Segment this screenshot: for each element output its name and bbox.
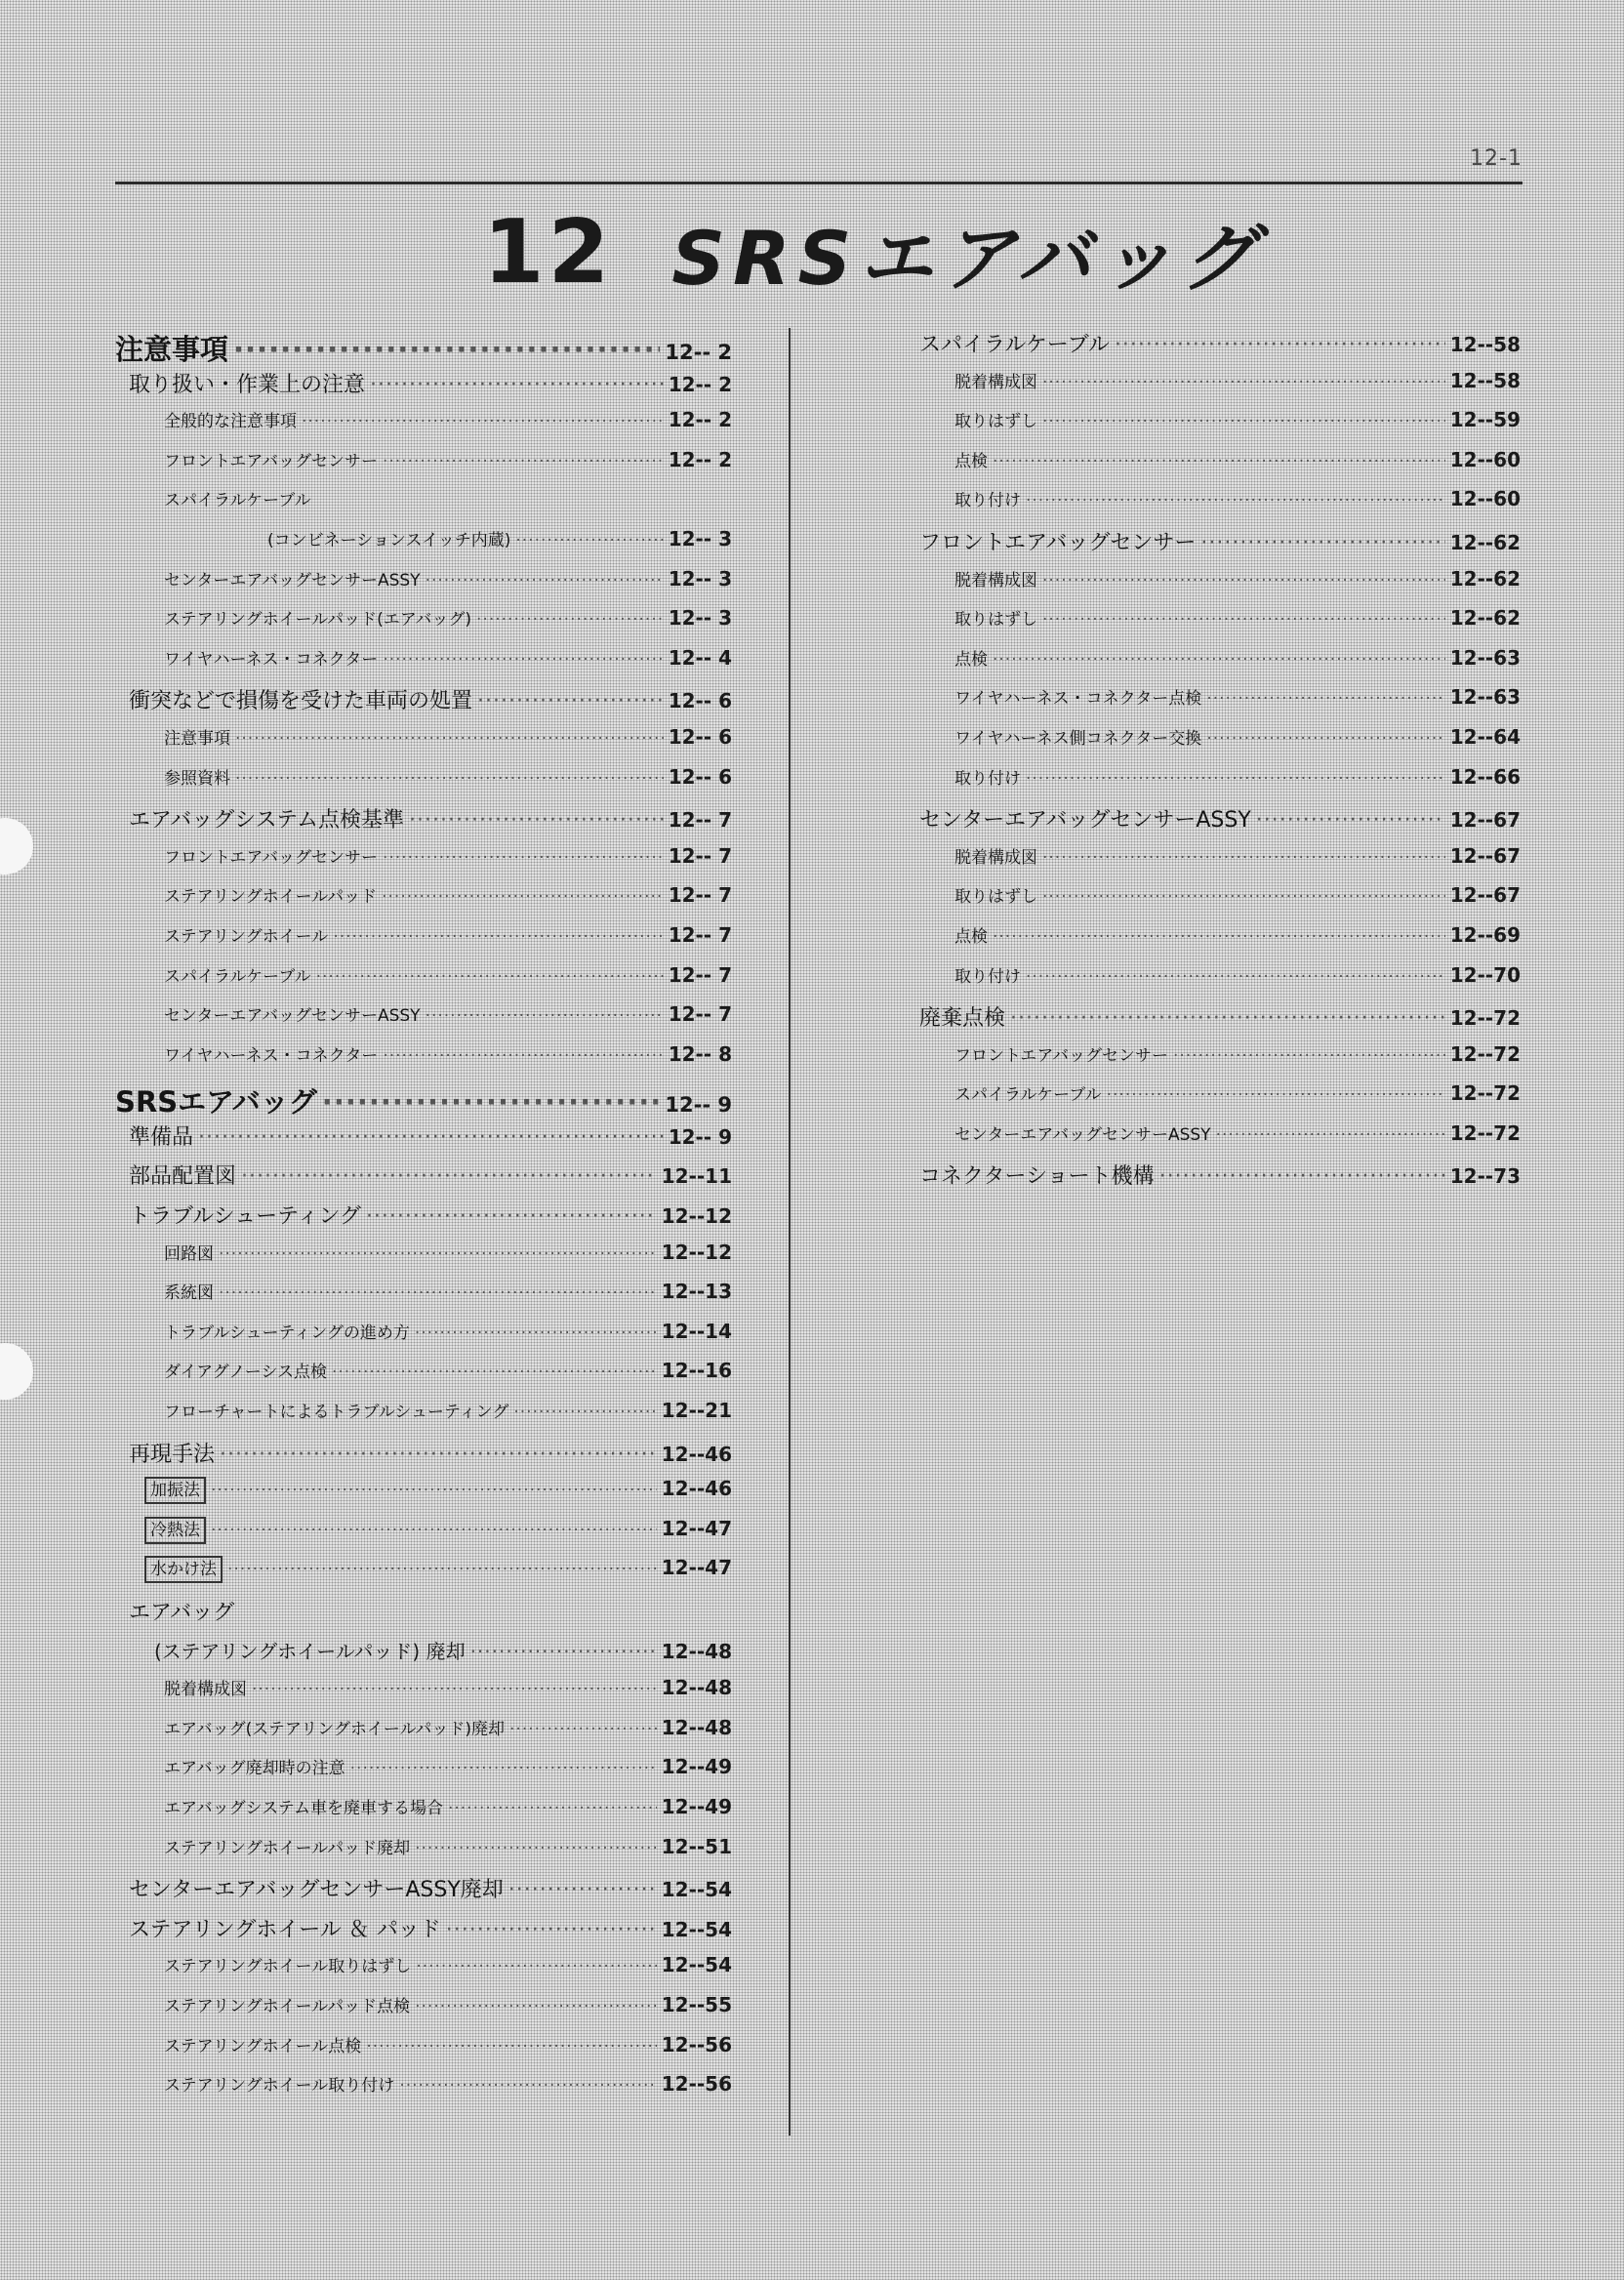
toc-page-number: 12--12 [661,1204,732,1229]
toc-label: 注意事項 [115,333,229,366]
toc-leader-dots [1256,808,1445,833]
toc-label: ワイヤハーネス・コネクター点検 [954,689,1202,710]
toc-page-number: 12--73 [1449,1164,1521,1189]
toc-leader-dots [399,2076,656,2096]
toc-label: 再現手法 [129,1442,216,1467]
toc-page-number: 12--46 [661,1477,732,1501]
toc-page-number: 12--67 [1449,808,1521,833]
toc-page-number: 12--62 [1449,530,1521,554]
toc-entry [115,1952,732,1992]
toc-leader-dots [322,1085,661,1119]
toc-page-number: 12--63 [1449,685,1521,710]
toc-page-number: 12--69 [1449,922,1521,947]
toc-page-number: 12--54 [661,1878,732,1902]
toc-leader-dots [332,1363,657,1382]
toc-page-number: 12-- 8 [668,1041,732,1066]
toc-label: 取り扱い・作業上の注意 [129,372,366,397]
toc-page-number: 12--63 [1449,645,1521,670]
toc-entry [906,962,1521,1002]
toc-label: ステアリングホイール [164,926,329,947]
toc-label: 全般的な注意事項 [164,412,297,432]
toc-entry [906,1001,1521,1041]
toc-page-number: 12-- 7 [668,808,732,833]
toc-entry [115,764,732,804]
toc-label: ステアリングホイールパッド [164,887,378,908]
toc-label: エアバッグシステム点検基準 [129,808,405,834]
toc-page-number: 12--21 [661,1399,732,1423]
toc-label: ワイヤハーネス・コネクター [164,649,379,670]
toc-label: 冷熱法 [144,1517,206,1544]
toc-label: エアバッグ [129,1601,235,1625]
toc-leader-dots [513,1403,656,1422]
toc-leader-dots [333,927,663,947]
toc-entry [906,843,1521,883]
toc-label: トラブルシューティングの進め方 [164,1323,410,1343]
toc-label: ダイアグノーシス点検 [164,1363,327,1383]
toc-page-number: 12--70 [1449,962,1521,987]
toc-leader-dots [383,650,663,670]
toc-entry [115,1992,732,2032]
toc-page-number: 12--62 [1449,606,1521,631]
toc-entry [906,1080,1521,1120]
toc-leader-dots [415,1323,657,1343]
toc-page-number: 12--14 [661,1319,732,1343]
toc-leader-dots [235,769,664,789]
toc-label: スパイラルケーブル [164,966,311,987]
toc-entry [906,486,1521,526]
toc-leader-dots [1042,412,1445,431]
toc-label: センターエアバッグセンサーASSY [954,1124,1211,1145]
toc-leader-dots [1206,689,1444,709]
toc-page-number: 12--49 [661,1794,732,1818]
toc-page-number: 12-- 2 [668,447,732,471]
toc-label: フローチャートによるトラブルシューティング [164,1403,509,1423]
toc-page-number: 12-- 7 [668,922,732,947]
toc-page-number: 12-- 9 [668,1124,732,1149]
toc-leader-dots [370,373,664,397]
toc-leader-dots [1042,373,1445,392]
toc-leader-dots [993,452,1445,471]
toc-label: ステアリングホイール取りはずし [164,1957,412,1977]
toc-entry [115,1279,732,1319]
toc-leader-dots [448,1799,657,1818]
toc-label: トラブルシューティング [129,1204,361,1230]
toc-leader-dots [993,650,1445,670]
toc-leader-dots [220,1443,657,1467]
toc-page-number: 12-- 7 [668,1002,732,1027]
header-rule [115,182,1522,184]
toc-label: エアバッグ廃却時の注意 [164,1759,345,1779]
toc-entry [115,605,732,645]
toc-label: ワイヤハーネス・コネクター [164,1045,379,1066]
toc-leader-dots [476,610,664,630]
toc-label: 取りはずし [954,887,1037,908]
toc-page-number: 12-- 4 [668,645,732,670]
toc-label: フロントエアバッグセンサー [919,530,1197,555]
toc-page-number: 12--72 [1449,1081,1521,1106]
toc-label: スパイラルケーブル [919,333,1110,357]
toc-entry [906,724,1521,764]
toc-label: SRSエアバッグ [115,1085,317,1120]
toc-entry [115,645,732,685]
column-divider [789,328,791,2136]
toc-label: ステアリングホイール点検 [164,2036,362,2056]
toc-entry [115,2032,732,2072]
toc-entry [115,1160,732,1200]
toc-page-number: 12--49 [661,1755,732,1779]
toc-leader-dots [366,1204,657,1229]
toc-label: センターエアバッグセンサーASSY [919,808,1251,834]
toc-leader-dots [1206,729,1444,749]
toc-leader-dots [383,1046,663,1066]
toc-leader-dots [219,1244,657,1264]
toc-label: エアバッグ(ステアリングホイールパッド)廃却 [164,1719,506,1739]
toc-page-number: 12--58 [1449,368,1521,392]
toc-entry [906,526,1521,566]
toc-entry [115,2071,732,2111]
toc-leader-dots [1042,848,1445,868]
toc-entry [115,447,732,487]
toc-page-number: 12-- 3 [668,566,732,590]
toc-page-number: 12--72 [1449,1120,1521,1145]
toc-entry [115,1240,732,1280]
toc-entry-title [115,486,732,526]
toc-entry [115,1200,732,1240]
toc-label: 衝突などで損傷を受けた車両の処置 [129,689,473,714]
punch-hole-bottom [0,1343,33,1400]
toc-entry [115,1873,732,1913]
toc-page-number: 12-- 2 [665,341,732,364]
toc-page-number: 12--62 [1449,566,1521,590]
toc-label: センターエアバッグセンサーASSY [164,570,421,590]
toc-entry [906,1160,1521,1200]
toc-page-number: 12--16 [661,1359,732,1383]
chapter-number: 12 [483,200,614,304]
toc-leader-dots [1042,571,1445,590]
toc-label: 脱着構成図 [954,570,1037,590]
toc-page-number: 12--47 [661,1556,732,1580]
toc-entry [115,368,732,408]
toc-leader-dots [426,1006,664,1026]
toc-page-number: 12--66 [1449,764,1521,789]
toc-entry [115,1556,732,1596]
toc-label: 注意事項 [164,728,230,749]
toc-entry [115,1517,732,1557]
toc-leader-dots [415,1997,657,2016]
toc-leader-dots [993,927,1445,947]
toc-label: (ステアリングホイールパッド) 廃却 [154,1639,466,1663]
toc-label: 脱着構成図 [164,1680,247,1700]
toc-entry [115,1120,732,1160]
toc-leader-dots [446,1918,657,1942]
toc-entry [115,328,732,368]
toc-entry [115,922,732,962]
toc-page-number: 12-- 3 [668,526,732,550]
toc-entry [115,684,732,724]
toc-label: 準備品 [129,1124,194,1150]
toc-page-number: 12--12 [661,1240,732,1264]
toc-entry [115,1319,732,1359]
toc-leader-dots [1026,491,1445,510]
toc-entry [906,328,1521,368]
toc-entry [115,1675,732,1715]
toc-label: センターエアバッグセンサーASSY廃却 [129,1878,504,1903]
toc-entry [906,447,1521,487]
toc-page-number: 12--48 [661,1715,732,1739]
toc-entry [906,882,1521,922]
toc-leader-dots [241,1164,657,1189]
toc-label: 水かけ法 [144,1556,223,1583]
toc-page-number: 12--48 [661,1639,732,1663]
toc-page-number: 12--55 [661,1992,732,2016]
toc-entry [115,1754,732,1794]
toc-label: センターエアバッグセンサーASSY [164,1006,421,1027]
toc-entry [906,684,1521,724]
toc-page-number: 12-- 6 [668,724,732,749]
toc-label: フロントエアバッグセンサー [954,1045,1168,1066]
toc-entry [115,962,732,1002]
toc-page-number: 12--67 [1449,883,1521,908]
toc-label: スパイラルケーブル [164,491,311,511]
toc-entry [115,803,732,843]
toc-label: (コンビネーションスイッチ内蔵) [267,530,511,550]
toc-entry [906,645,1521,685]
toc-leader-dots [477,689,664,713]
toc-entry [906,1041,1521,1081]
toc-label: ステアリングホイールパッド廃却 [164,1838,411,1858]
toc-entry [115,1438,732,1478]
toc-entry-continuation [115,526,732,566]
toc-entry [115,843,732,883]
toc-entry [115,1794,732,1834]
toc-page-number: 12-- 7 [668,962,732,987]
toc-label: ステアリングホイール ＆ パッド [129,1917,441,1942]
toc-leader-dots [1115,333,1445,357]
toc-right-column [906,328,1521,1200]
toc-leader-dots [227,1560,657,1579]
toc-label: 脱着構成図 [954,847,1037,868]
toc-page-number: 12-- 7 [668,883,732,908]
toc-page-number: 12--51 [661,1834,732,1858]
toc-leader-dots [1042,610,1445,630]
toc-leader-dots [1107,1085,1445,1105]
toc-page-number: 12--48 [661,1676,732,1700]
toc-entry [115,1398,732,1438]
chapter-name: SRSエアバッグ [671,214,1264,302]
toc-leader-dots [508,1878,657,1902]
toc-entry [115,407,732,447]
toc-entry-title [115,1596,732,1636]
toc-entry [115,1080,732,1120]
toc-page-number: 12--72 [1449,1041,1521,1066]
toc-leader-dots [198,1125,664,1150]
toc-label: 取りはずし [954,412,1037,432]
toc-entry [115,566,732,606]
toc-page-number: 12--54 [661,1917,732,1941]
toc-leader-dots [302,412,664,431]
toc-label: ステアリングホイールパッド点検 [164,1996,411,2016]
toc-leader-dots [1010,1006,1445,1031]
toc-entry [115,1715,732,1755]
toc-leader-dots [416,1957,656,1976]
toc-label: 取り付け [954,491,1021,511]
toc-page-number: 12-- 2 [668,372,732,396]
toc-page-number: 12--67 [1449,843,1521,868]
toc-label: 加振法 [144,1477,206,1504]
toc-label: 系統図 [164,1283,214,1304]
toc-page-number: 12--72 [1449,1006,1521,1031]
toc-leader-dots [1026,769,1445,789]
toc-page-number: 12-- 6 [668,764,732,789]
toc-page-number: 12--56 [661,2072,732,2097]
toc-label: 廃棄点検 [919,1006,1006,1032]
toc-page-number: 12--46 [661,1442,732,1466]
toc-label: 回路図 [164,1243,214,1264]
toc-label: 取り付け [954,768,1021,789]
toc-leader-dots [409,808,664,833]
toc-leader-dots [383,452,664,471]
toc-entry [906,922,1521,962]
toc-leader-dots [252,1680,657,1699]
toc-entry [115,1358,732,1398]
toc-page-number: 12-- 2 [668,408,732,432]
toc-page-number: 12--58 [1449,333,1521,356]
chapter-title [483,200,1264,304]
toc-page-number: 12-- 6 [668,689,732,713]
toc-leader-dots [1173,1046,1445,1066]
toc-label: スパイラルケーブル [954,1085,1102,1106]
toc-page-number: 12--60 [1449,447,1521,471]
toc-leader-dots [219,1283,657,1303]
toc-label: 部品配置図 [129,1164,237,1190]
page-number: 12-1 [1470,146,1522,171]
toc-leader-dots [426,571,664,590]
toc-label: 点検 [954,649,988,670]
toc-page-number: 12-- 3 [668,606,732,631]
toc-page-number: 12--47 [661,1516,732,1540]
toc-leader-dots [383,848,664,868]
toc-label: エアバッグシステム車を廃車する場合 [164,1798,443,1818]
toc-entry [906,566,1521,606]
toc-leader-dots [1042,887,1445,907]
toc-leader-dots [1159,1164,1445,1189]
toc-label: 点検 [954,451,988,471]
toc-leader-dots [382,887,664,907]
toc-label: 取り付け [954,966,1021,987]
toc-label: ワイヤハーネス側コネクター交換 [954,728,1202,749]
toc-page-number: 12--56 [661,2032,732,2056]
toc-entry [115,1477,732,1517]
toc-label: 点検 [954,926,988,947]
toc-label: 参照資料 [164,768,230,789]
toc-entry [115,724,732,764]
toc-page-number: 12-- 9 [665,1093,732,1118]
toc-leader-dots [350,1759,657,1778]
toc-entry [115,1001,732,1041]
toc-entry [115,1041,732,1081]
toc-leader-dots [509,1720,657,1739]
toc-label: フロントエアバッグセンサー [164,451,378,471]
toc-page-number: 12--60 [1449,487,1521,511]
toc-label: コネクターショート機構 [919,1164,1155,1190]
toc-leader-dots [211,1521,657,1540]
toc-leader-dots [1216,1125,1445,1145]
toc-page-number: 12--64 [1449,724,1521,749]
toc-entry [115,1913,732,1953]
toc-entry [906,764,1521,804]
toc-label: 取りはずし [954,610,1037,631]
toc-leader-dots [470,1640,657,1663]
toc-leader-dots [1026,967,1445,987]
toc-page-number: 12-- 7 [668,843,732,868]
toc-entry [115,882,732,922]
toc-leader-dots [233,333,660,366]
toc-page-number: 12--11 [661,1164,732,1189]
toc-leader-dots [235,729,664,749]
toc-leader-dots [515,531,663,550]
toc-label: 脱着構成図 [954,372,1037,392]
toc-entry [906,368,1521,408]
toc-entry [115,1834,732,1874]
toc-leader-dots [316,967,664,987]
toc-leader-dots [1200,531,1444,555]
toc-left-column [115,328,732,2111]
toc-page-number: 12--54 [661,1953,732,1977]
toc-page-number: 12--13 [661,1280,732,1304]
punch-hole-top [0,818,33,875]
toc-page-number: 12--59 [1449,408,1521,432]
toc-entry [906,605,1521,645]
toc-label: フロントエアバッグセンサー [164,847,378,868]
toc-leader-dots [211,1481,657,1500]
toc-leader-dots [366,2037,656,2056]
toc-label: ステアリングホイール取り付け [164,2076,395,2097]
toc-leader-dots [415,1839,657,1858]
toc-label: ステアリングホイールパッド(エアバッグ) [164,610,472,631]
toc-entry [906,407,1521,447]
toc-entry [906,803,1521,843]
toc-entry [906,1120,1521,1160]
toc-entry-continuation [115,1636,732,1676]
